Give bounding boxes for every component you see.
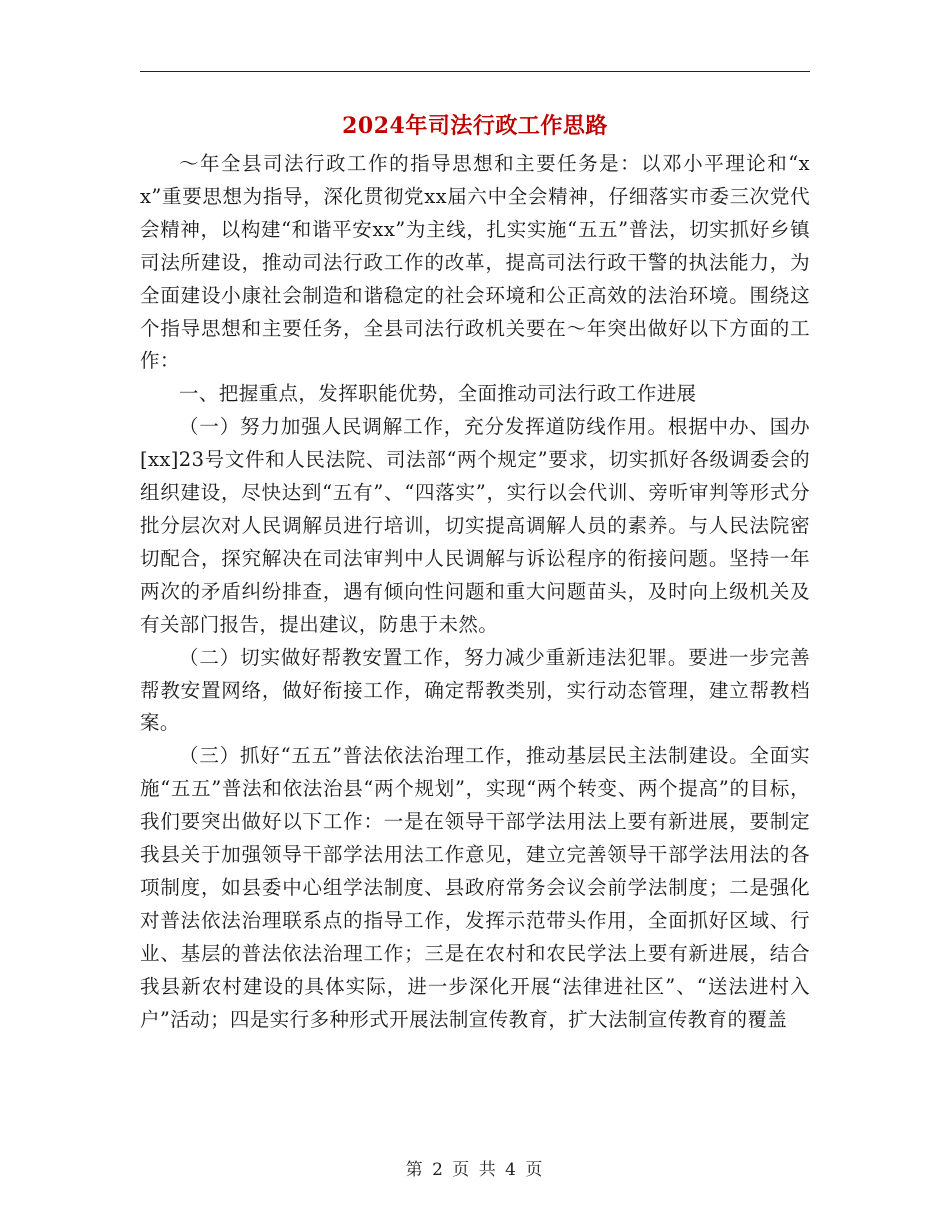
paragraph-legal-education: （三）抓好“五五”普法依法治理工作，推动基层民主法制建设。全面实施“五五”普法和依法治县“两个规划”，实现“两个转变、两个提高”的目标，我们要突出做好以下工作：一是在领导干部学法用法上要有新进展，要制定我县关于加强领导干部学法用法工作意见，建立完善领导干部学法用法的各项制度，如县委中心组学法制度、县政府常务会议会前学法制度；二是强化对普法依法治理联系点的指导工作，发挥示范带头作用，全面抓好区域、行业、基层的普法依法治理工作；三是在农村和农民学法上要有新进展，结合我县新农村建设的具体实际，进一步深化开展“法律进社区”、“送法进村入户”活动；四是实行多种形式开展法制宣传教育，扩大法制宣传教育的覆盖 [140,744,810,1031]
paragraph-section-heading: 一、把握重点，发挥职能优势，全面推动司法行政工作进展 [179,382,697,406]
page-number: 第 2 页 共 4 页 [405,1160,545,1180]
paragraph-resettlement: （二）切实做好帮教安置工作，努力减少重新违法犯罪。要进一步完善帮教安置网络，做好衔接工作，确定帮教类别，实行动态管理，建立帮教档案。 [140,645,810,735]
paragraph-mediation: （一）努力加强人民调解工作，充分发挥道防线作用。根据中办、国办[xx]23号文件和人民法院、司法部“两个规定”要求，切实抓好各级调委会的组织建设，尽快达到“五有”、“四落实”，实行以会代训、旁听审判等形式分批分层次对人民调解员进行培训，切实提高调解人员的素养。与人民法院密切配合，探究解决在司法审判中人民调解与诉讼程序的衔接问题。坚持一年两次的矛盾纠纷排查，遇有倾向性问题和重大问题苗头，及时向上级机关及有关部门报告，提出建议，防患于未然。 [140,415,810,636]
document-body [140,148,810,1036]
document-title: 2024年司法行政工作思路 [342,113,608,139]
header-rule [140,71,810,72]
paragraph-intro: ～年全县司法行政工作的指导思想和主要任务是：以邓小平理论和“xx”重要思想为指导，深化贯彻党xx届六中全会精神，仔细落实市委三次党代会精神，以构建“和谐平安xx”为主线，扎实实施“五五”普法，切实抓好乡镇司法所建设，推动司法行政工作的改革，提高司法行政干警的执法能力，为全面建设小康社会制造和谐稳定的社会环境和公正高效的法治环境。围绕这个指导思想和主要任务，全县司法行政机关要在～年突出做好以下方面的工作： [140,152,810,373]
